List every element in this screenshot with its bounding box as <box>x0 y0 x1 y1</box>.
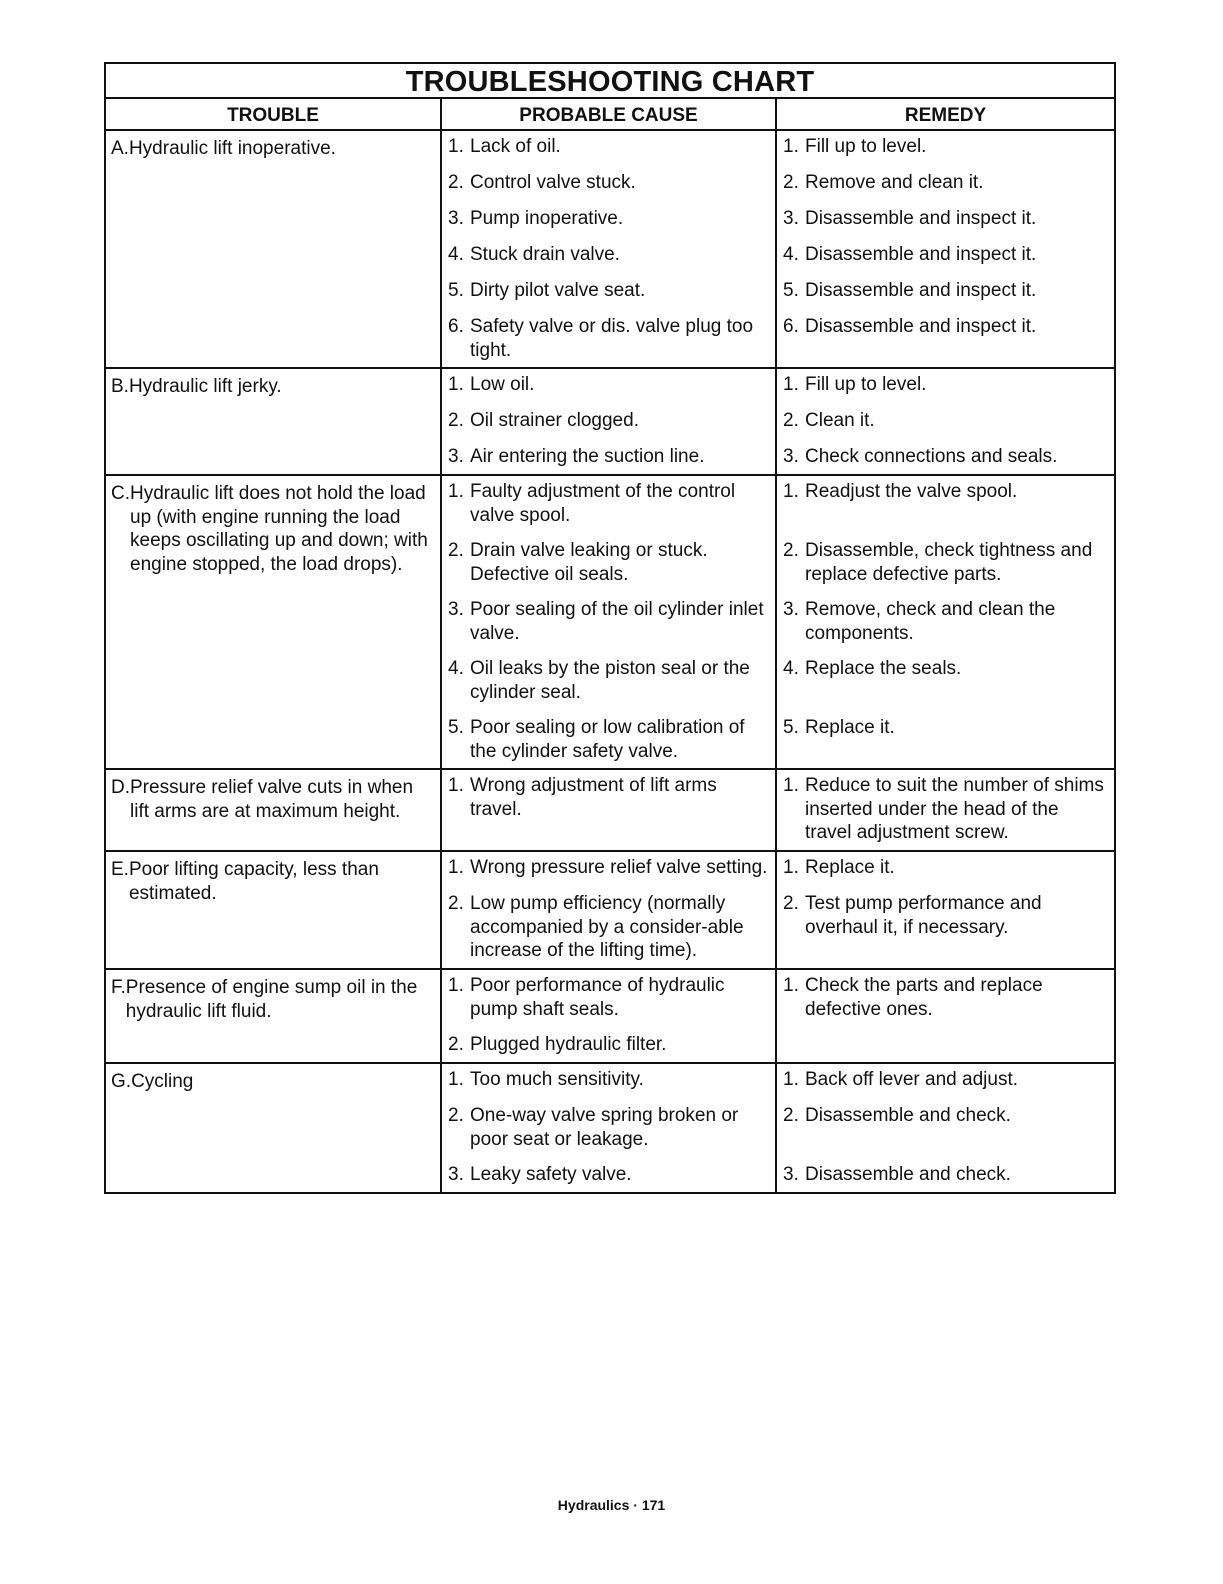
cause-number: 3. <box>448 599 464 620</box>
remedy-cell <box>777 852 1114 968</box>
remedy-item <box>783 315 1110 362</box>
cause-number: 1. <box>448 1069 464 1090</box>
trouble-letter: C. <box>111 483 130 504</box>
cause-number: 5. <box>448 280 464 301</box>
remedy-item <box>783 657 1110 704</box>
remedy-text: Disassemble and inspect it. <box>805 208 1037 229</box>
trouble-section-row <box>106 1064 1114 1192</box>
cause-text: Poor performance of hydraulic pump shaft seals. <box>470 975 725 1020</box>
cause-item <box>448 892 771 963</box>
remedy-number: 2. <box>783 172 799 193</box>
cause-item <box>448 315 771 362</box>
page-footer: Hydraulics · 171 <box>557 1497 666 1513</box>
remedy-text: Disassemble and check. <box>805 1105 1011 1126</box>
cause-number: 4. <box>448 658 464 679</box>
cause-text: Leaky safety valve. <box>470 1164 632 1185</box>
cause-item <box>448 445 771 469</box>
cause-text: One-way valve spring broken or poor seat or leakage. <box>470 1105 739 1150</box>
trouble-cell <box>106 1064 442 1192</box>
remedy-text: Disassemble and inspect it. <box>805 316 1037 337</box>
cause-item <box>448 1068 771 1092</box>
remedy-text: Replace it. <box>805 857 895 878</box>
trouble-letter: E. <box>111 859 129 880</box>
remedy-item <box>783 1033 1110 1057</box>
remedy-item <box>783 1104 1110 1151</box>
cause-item <box>448 716 771 763</box>
trouble-letter: A. <box>111 138 129 159</box>
chart-title: TROUBLESHOOTING CHART <box>106 64 1114 99</box>
cause-text: Too much sensitivity. <box>470 1069 644 1090</box>
remedy-number: 1. <box>783 1069 799 1090</box>
remedy-number: 3. <box>783 599 799 620</box>
remedy-number: 3. <box>783 208 799 229</box>
cause-number: 5. <box>448 717 464 738</box>
cause-item <box>448 539 771 586</box>
cause-text: Air entering the suction line. <box>470 446 705 467</box>
remedy-number: 5. <box>783 717 799 738</box>
cause-item <box>448 974 771 1021</box>
cause-number: 2. <box>448 893 464 914</box>
cause-number: 2. <box>448 410 464 431</box>
remedy-number: 6. <box>783 316 799 337</box>
cause-number: 2. <box>448 540 464 561</box>
header-trouble: TROUBLE <box>106 99 442 129</box>
cause-text: Drain valve leaking or stuck. Defective oil seals. <box>470 540 708 585</box>
cause-text: Oil leaks by the piston seal or the cylinder seal. <box>470 658 750 703</box>
header-probable-cause: PROBABLE CAUSE <box>442 99 777 129</box>
cause-number: 3. <box>448 446 464 467</box>
remedy-number: 1. <box>783 136 799 157</box>
remedy-item <box>783 774 1110 845</box>
cause-text: Dirty pilot valve seat. <box>470 280 646 301</box>
probable-cause-cell <box>442 1064 777 1192</box>
probable-cause-cell <box>442 369 777 474</box>
remedy-text: Remove and clean it. <box>805 172 984 193</box>
remedy-item <box>783 598 1110 645</box>
trouble-section-row <box>106 852 1114 970</box>
remedy-number: 4. <box>783 658 799 679</box>
trouble-description: Hydraulic lift jerky. <box>128 376 282 397</box>
trouble-entry <box>111 858 436 905</box>
remedy-item <box>783 1163 1110 1187</box>
trouble-entry <box>111 375 436 399</box>
cause-item <box>448 409 771 433</box>
remedy-text: Disassemble, check tightness and replace defective parts. <box>805 540 1093 585</box>
remedy-item <box>783 856 1110 880</box>
cause-text: Lack of oil. <box>470 136 561 157</box>
remedy-text: Reduce to suit the number of shims inserted under the head of the travel adjustment screw. <box>805 775 1104 843</box>
remedy-cell <box>777 970 1114 1062</box>
header-remedy: REMEDY <box>904 105 987 126</box>
probable-cause-cell <box>442 970 777 1062</box>
remedy-text: Readjust the valve spool. <box>805 481 1018 502</box>
trouble-description: Hydraulic lift inoperative. <box>128 138 336 159</box>
cause-item <box>448 373 771 397</box>
remedy-item <box>783 539 1110 586</box>
remedy-text: Fill up to level. <box>805 374 927 395</box>
cause-text: Control valve stuck. <box>470 172 636 193</box>
cause-item <box>448 1104 771 1151</box>
cause-number: 4. <box>448 244 464 265</box>
cause-text: Oil strainer clogged. <box>470 410 639 431</box>
remedy-cell <box>777 131 1114 367</box>
trouble-letter: G. <box>111 1071 132 1092</box>
remedy-number: 3. <box>783 446 799 467</box>
cause-number: 2. <box>448 1105 464 1126</box>
cause-text: Faulty adjustment of the control valve spool. <box>470 481 736 526</box>
trouble-description: Presence of engine sump oil in the hydraulic lift fluid. <box>125 977 418 1022</box>
remedy-cell <box>777 770 1114 850</box>
remedy-item <box>783 716 1110 763</box>
header-row <box>106 99 1114 131</box>
cause-number: 3. <box>448 208 464 229</box>
remedy-number: 1. <box>783 374 799 395</box>
remedy-text: Disassemble and inspect it. <box>805 280 1037 301</box>
cause-number: 6. <box>448 316 464 337</box>
remedy-cell <box>777 1064 1114 1192</box>
remedy-text: Back off lever and adjust. <box>805 1069 1018 1090</box>
remedy-item <box>783 445 1110 469</box>
trouble-description: Pressure relief valve cuts in when lift arms are at maximum height. <box>130 777 414 822</box>
cause-text: Safety valve or dis. valve plug too tight. <box>470 316 754 361</box>
cause-item <box>448 657 771 704</box>
cause-item <box>448 171 771 195</box>
remedy-text: Test pump performance and overhaul it, if necessary. <box>805 893 1042 938</box>
cause-item <box>448 1033 771 1057</box>
cause-text: Low pump efficiency (normally accompanied by a consider-able increase of the lifting time). <box>470 893 744 961</box>
probable-cause-cell <box>442 131 777 367</box>
cause-item <box>448 207 771 231</box>
remedy-text: Remove, check and clean the components. <box>805 599 1056 644</box>
cause-number: 1. <box>448 857 464 878</box>
remedy-cell <box>777 476 1114 768</box>
remedy-number: 4. <box>783 244 799 265</box>
remedy-number: 1. <box>783 481 799 502</box>
remedy-item <box>783 207 1110 231</box>
trouble-description: Poor lifting capacity, less than estimated. <box>128 859 379 904</box>
trouble-cell <box>106 970 442 1062</box>
cause-text: Wrong pressure relief valve setting. <box>470 857 768 878</box>
trouble-section-row <box>106 770 1114 852</box>
remedy-item <box>783 892 1110 963</box>
remedy-text: Clean it. <box>805 410 875 431</box>
chart-body <box>106 131 1114 1192</box>
troubleshooting-chart <box>104 62 1116 1194</box>
remedy-text: Replace it. <box>805 717 895 738</box>
remedy-text: Check the parts and replace defective ones. <box>805 975 1043 1020</box>
cause-text: Wrong adjustment of lift arms travel. <box>470 775 717 820</box>
trouble-cell <box>106 770 442 850</box>
trouble-description: Cycling <box>131 1071 194 1092</box>
remedy-item <box>783 373 1110 397</box>
remedy-number: 3. <box>783 1164 799 1185</box>
remedy-text: Fill up to level. <box>805 136 927 157</box>
probable-cause-cell <box>442 476 777 768</box>
cause-item <box>448 856 771 880</box>
remedy-item <box>783 243 1110 267</box>
cause-item <box>448 279 771 303</box>
trouble-cell <box>106 852 442 968</box>
remedy-item <box>783 135 1110 159</box>
remedy-number: 1. <box>783 775 799 796</box>
remedy-number: 2. <box>783 1105 799 1126</box>
remedy-number: 5. <box>783 280 799 301</box>
cause-number: 1. <box>448 775 464 796</box>
trouble-cell <box>106 131 442 367</box>
trouble-entry <box>111 976 436 1023</box>
cause-number: 3. <box>448 1164 464 1185</box>
cause-number: 1. <box>448 481 464 502</box>
cause-item <box>448 135 771 159</box>
cause-item <box>448 480 771 527</box>
trouble-entry <box>111 776 436 823</box>
remedy-number: 2. <box>783 540 799 561</box>
probable-cause-cell <box>442 770 777 850</box>
remedy-item <box>783 974 1110 1021</box>
cause-text: Plugged hydraulic filter. <box>470 1034 667 1055</box>
trouble-section-row <box>106 131 1114 369</box>
trouble-description: Hydraulic lift does not hold the load up (with engine running the load keeps oscillating up and down; with engine stopped, the load drops). <box>130 483 428 575</box>
remedy-item <box>783 1068 1110 1092</box>
remedy-item <box>783 409 1110 433</box>
trouble-letter: F. <box>111 977 126 998</box>
trouble-cell <box>106 369 442 474</box>
remedy-number: 1. <box>783 857 799 878</box>
remedy-text: Check connections and seals. <box>805 446 1058 467</box>
trouble-section-row <box>106 970 1114 1064</box>
trouble-entry <box>111 1070 436 1094</box>
trouble-letter: D. <box>111 777 130 798</box>
cause-item <box>448 774 771 845</box>
trouble-entry <box>111 482 436 576</box>
trouble-section-row <box>106 369 1114 476</box>
remedy-number: 2. <box>783 410 799 431</box>
remedy-text: Replace the seals. <box>805 658 962 679</box>
probable-cause-cell <box>442 852 777 968</box>
cause-number: 1. <box>448 374 464 395</box>
cause-number: 1. <box>448 975 464 996</box>
cause-text: Low oil. <box>470 374 535 395</box>
trouble-entry <box>111 137 436 161</box>
remedy-text: Disassemble and inspect it. <box>805 244 1037 265</box>
remedy-cell <box>777 369 1114 474</box>
cause-text: Poor sealing or low calibration of the cylinder safety valve. <box>470 717 745 762</box>
cause-text: Pump inoperative. <box>470 208 624 229</box>
cause-item <box>448 1163 771 1187</box>
cause-text: Poor sealing of the oil cylinder inlet valve. <box>470 599 764 644</box>
remedy-number: 2. <box>783 893 799 914</box>
remedy-text: Disassemble and check. <box>805 1164 1011 1185</box>
cause-number: 2. <box>448 172 464 193</box>
cause-item <box>448 243 771 267</box>
cause-number: 1. <box>448 136 464 157</box>
remedy-item <box>783 171 1110 195</box>
cause-text: Stuck drain valve. <box>470 244 620 265</box>
remedy-item <box>783 480 1110 527</box>
trouble-cell <box>106 476 442 768</box>
trouble-letter: B. <box>111 376 129 397</box>
cause-item <box>448 598 771 645</box>
trouble-section-row <box>106 476 1114 770</box>
cause-number: 2. <box>448 1034 464 1055</box>
remedy-number: 1. <box>783 975 799 996</box>
remedy-item <box>783 279 1110 303</box>
